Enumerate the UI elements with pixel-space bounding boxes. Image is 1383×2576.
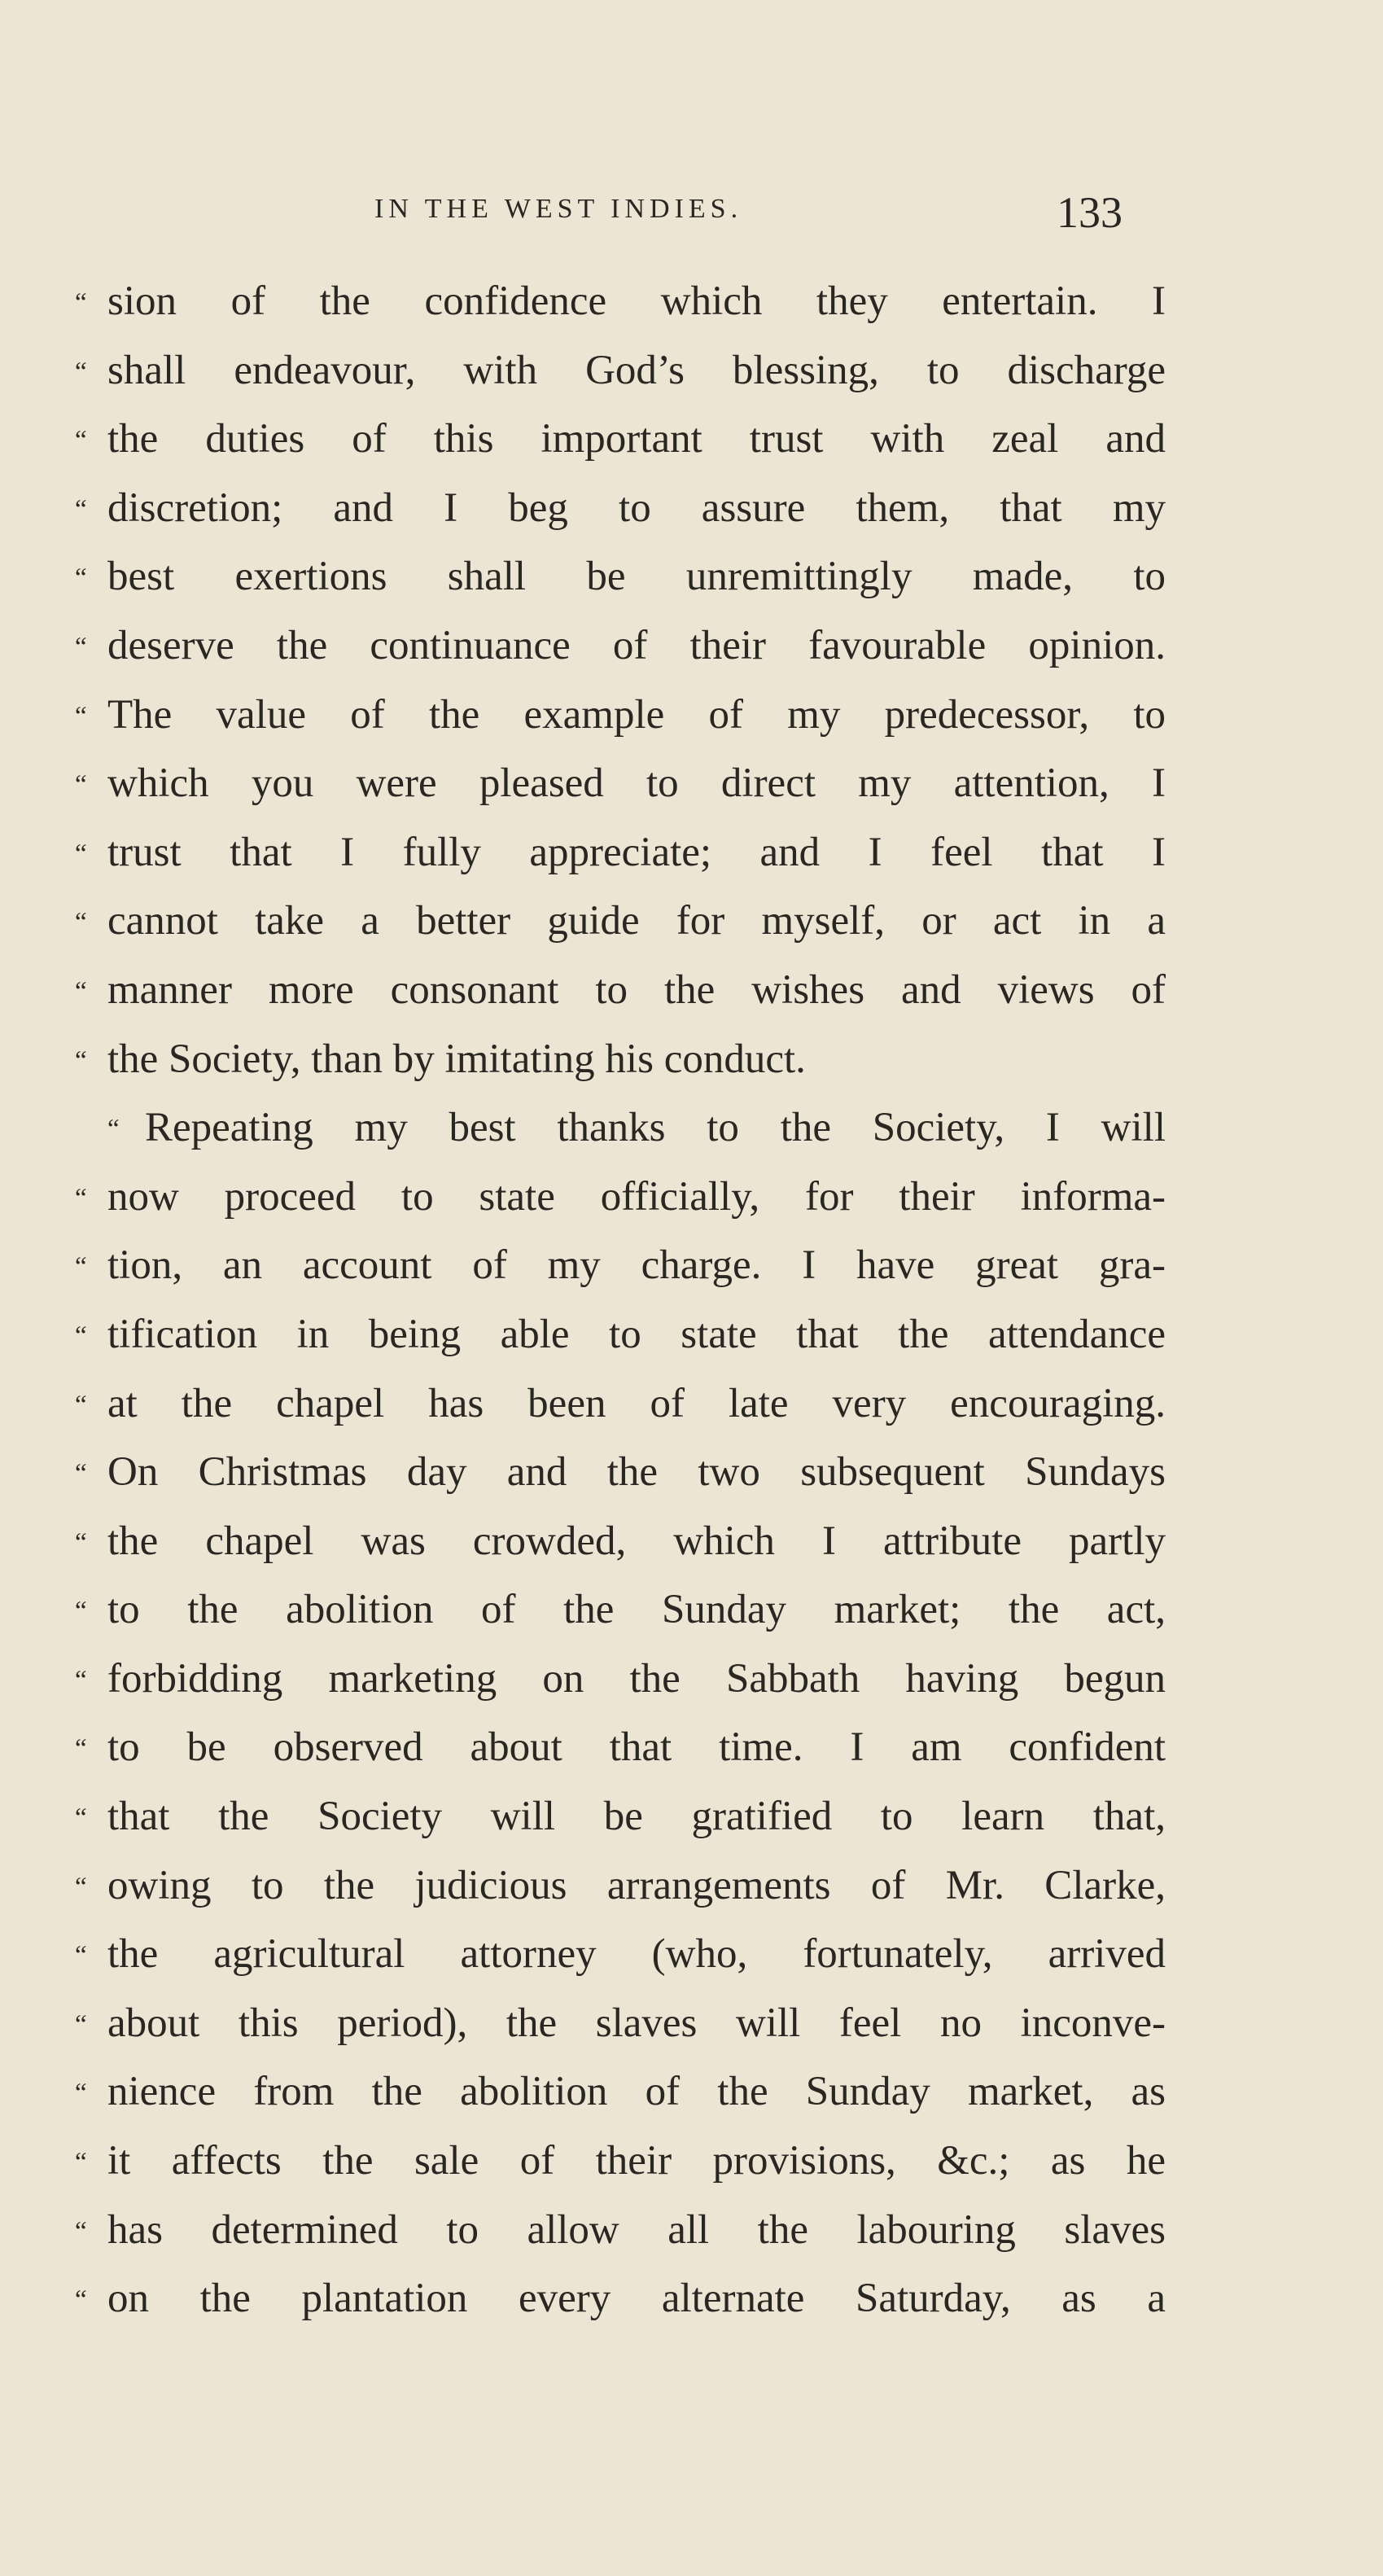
line-text: the duties of this important trust with zeal and — [107, 416, 1166, 462]
text-line — [75, 2274, 1166, 2343]
text-line — [75, 896, 1166, 966]
quote-mark: “ — [75, 2285, 87, 2315]
line-text: manner more consonant to the wishes and views of — [107, 966, 1166, 1013]
text-line — [75, 2067, 1166, 2136]
body-text — [75, 277, 1166, 2343]
text-line — [75, 1723, 1166, 1792]
line-text: sion of the confidence which they entertain. I — [107, 278, 1166, 324]
text-line — [75, 1172, 1166, 1242]
text-line — [75, 759, 1166, 828]
text-line — [75, 2136, 1166, 2206]
text-line — [75, 277, 1166, 346]
quote-mark: “ — [75, 1941, 87, 1971]
line-text: forbidding marketing on the Sabbath having begun — [107, 1655, 1166, 1702]
line-text: shall endeavour, with God’s blessing, to discharge — [107, 347, 1166, 393]
line-text: now proceed to state officially, for their informa- — [107, 1173, 1166, 1220]
quote-mark: “ — [75, 2009, 87, 2039]
text-line — [75, 2206, 1166, 2275]
line-text: On Christmas day and the two subsequent Sundays — [107, 1449, 1166, 1496]
quote-mark: “ — [75, 1390, 87, 1420]
text-line — [75, 1654, 1166, 1724]
text-line — [75, 621, 1166, 690]
text-line — [75, 1379, 1166, 1448]
text-line — [75, 1999, 1166, 2068]
line-text: to be observed about that time. I am confident — [107, 1724, 1166, 1771]
text-line — [75, 966, 1166, 1035]
line-text: tion, an account of my charge. I have great gra- — [107, 1242, 1166, 1289]
quote-mark: “ — [75, 1321, 87, 1351]
quote-mark: “ — [75, 1459, 87, 1489]
text-line — [75, 690, 1166, 760]
text-line — [75, 1241, 1166, 1310]
quote-mark: “ — [75, 908, 87, 938]
text-line — [75, 346, 1166, 415]
quote-mark: “ — [75, 1803, 87, 1833]
quote-mark: “ — [75, 357, 87, 387]
line-text: to the abolition of the Sunday market; the act, — [107, 1587, 1166, 1633]
quote-mark: “ — [75, 2216, 87, 2246]
quote-mark: “ — [75, 701, 87, 731]
running-head-title: IN THE WEST INDIES. — [374, 194, 743, 224]
running-head — [0, 187, 1383, 236]
line-text: trust that I fully appreciate; and I feel that I — [107, 829, 1166, 875]
quote-mark: “ — [75, 1252, 87, 1282]
text-line — [75, 1792, 1166, 1861]
quote-mark: “ — [107, 1115, 120, 1145]
line-text: The value of the example of my predecessor, to — [107, 691, 1166, 738]
quote-mark: “ — [75, 839, 87, 869]
text-line — [75, 1448, 1166, 1517]
quote-mark: “ — [75, 2148, 87, 2178]
text-line — [75, 552, 1166, 621]
line-text: discretion; and I beg to assure them, that my — [107, 484, 1166, 531]
quote-mark: “ — [75, 1045, 87, 1076]
text-line — [75, 484, 1166, 553]
text-line — [75, 1585, 1166, 1654]
line-text: nience from the abolition of the Sunday market, as — [107, 2069, 1166, 2115]
text-line — [75, 828, 1166, 897]
text-line — [75, 1861, 1166, 1930]
quote-mark: “ — [75, 1597, 87, 1627]
paragraph-start-line — [75, 1103, 1166, 1172]
line-text: owing to the judicious arrangements of Mr. Clarke, — [107, 1862, 1166, 1908]
quote-mark: “ — [75, 426, 87, 456]
quote-mark: “ — [75, 563, 87, 594]
page-number: 133 — [1057, 188, 1123, 237]
quote-mark: “ — [75, 494, 87, 524]
line-text: Repeating my best thanks to the Society, I will — [145, 1105, 1166, 1151]
line-text: deserve the continuance of their favourable opinion. — [107, 622, 1166, 668]
line-text: which you were pleased to direct my attention, I — [107, 760, 1166, 807]
line-text: about this period), the slaves will feel no inconve- — [107, 2000, 1166, 2046]
quote-mark: “ — [75, 976, 87, 1006]
quote-mark: “ — [75, 1734, 87, 1764]
line-text: best exertions shall be unremittingly made, to — [107, 554, 1166, 600]
line-text: tification in being able to state that the attendance — [107, 1311, 1166, 1357]
line-text: that the Society will be gratified to learn that, — [107, 1794, 1166, 1840]
quote-mark: “ — [75, 1183, 87, 1213]
line-text: has determined to allow all the labouring slaves — [107, 2206, 1166, 2253]
text-line — [75, 1310, 1166, 1379]
line-text: it affects the sale of their provisions, &c.; as he — [107, 2138, 1166, 2184]
quote-mark: “ — [75, 2079, 87, 2109]
line-text: cannot take a better guide for myself, or act in a — [107, 898, 1166, 944]
text-line — [75, 414, 1166, 484]
line-text: on the plantation every alternate Saturday, as a — [107, 2276, 1166, 2322]
line-text: the Society, than by imitating his conduct. — [107, 1036, 806, 1082]
text-line — [75, 1517, 1166, 1586]
line-text: the agricultural attorney (who, fortunately, arrived — [107, 1931, 1166, 1978]
line-text: the chapel was crowded, which I attribute partly — [107, 1518, 1166, 1564]
quote-mark: “ — [75, 1665, 87, 1695]
quote-mark: “ — [75, 1527, 87, 1557]
quote-mark: “ — [75, 288, 87, 318]
quote-mark: “ — [75, 770, 87, 800]
quote-mark: “ — [75, 1872, 87, 1902]
quote-mark: “ — [75, 632, 87, 662]
text-line-last — [75, 1035, 1166, 1104]
text-line — [75, 1930, 1166, 1999]
line-text: at the chapel has been of late very encouraging. — [107, 1380, 1166, 1426]
